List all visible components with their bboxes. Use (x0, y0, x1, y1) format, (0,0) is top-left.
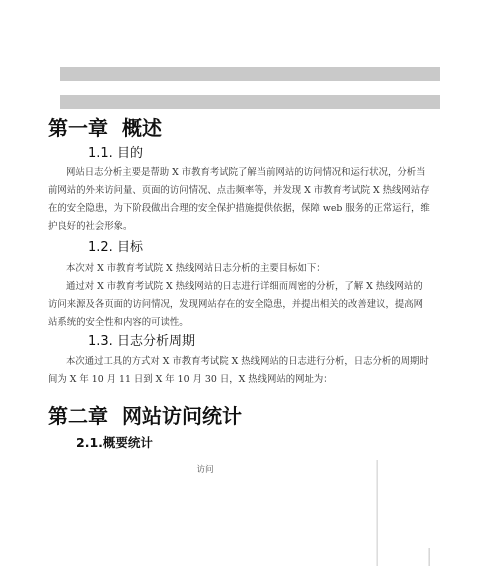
chapter-2-number: 第二章 (48, 404, 108, 428)
chart-frame-shadow (376, 460, 378, 566)
section-1-2-paragraph (48, 260, 452, 332)
chapter-1-title: 概述 (122, 116, 162, 140)
paragraph-line: 本次对 X 市教育考试院 X 热线网站日志分析的主要目标如下： (66, 263, 326, 274)
paragraph-line: 站系统的安全性和内容的可读性。 (48, 317, 189, 328)
paragraph-line: 网站日志分析主要是帮助 X 市教育考试院了解当前网站的访问情况和运行状况，分析当 (66, 167, 426, 178)
paragraph-line: 本次通过工具的方式对 X 市教育考试院 X 热线网站的日志进行分析，日志分析的周期时 (66, 356, 429, 367)
paragraph-line: 访问来源及各页面的访问情况，发现网站存在的安全隐患，并提出相关的改善建议，提高网 (48, 299, 424, 310)
chapter-1-heading (48, 112, 162, 141)
section-1-1-heading: 1.1. 目的 (88, 146, 143, 161)
header-gray-bar-bottom (60, 95, 440, 109)
section-1-2-heading: 1.2. 目标 (88, 240, 143, 255)
chapter-1-number: 第一章 (48, 116, 108, 140)
chart-title: 访问 (196, 465, 214, 475)
subsection-2-1-heading: 2.1.概要统计 (76, 435, 153, 450)
paragraph-line: 在的安全隐患，为下阶段做出合理的安全保护措施提供依据，保障 web 服务的正常运行，维 (48, 203, 430, 214)
chapter-2-heading (48, 400, 242, 429)
page-edge-mark (428, 548, 430, 566)
header-gray-bar-top (60, 67, 440, 81)
section-1-3-paragraph (48, 353, 452, 389)
visit-chart-frame (60, 456, 378, 566)
paragraph-line: 间为 X 年 10 月 11 日到 X 年 10 月 30 日，X 热线网站的网址为： (48, 374, 333, 385)
section-1-1-paragraph (48, 164, 452, 236)
section-1-3-heading: 1.3. 日志分析周期 (88, 334, 195, 349)
paragraph-line: 护良好的社会形象。 (48, 221, 133, 232)
paragraph-line: 通过对 X 市教育考试院 X 热线网站的日志进行详细而周密的分析，了解 X 热线网站的 (66, 281, 423, 292)
paragraph-line: 前网站的外来访问量、页面的访问情况、点击频率等，并发现 X 市教育考试院 X 热线网站存 (48, 185, 430, 196)
chapter-2-title: 网站访问统计 (122, 404, 242, 428)
